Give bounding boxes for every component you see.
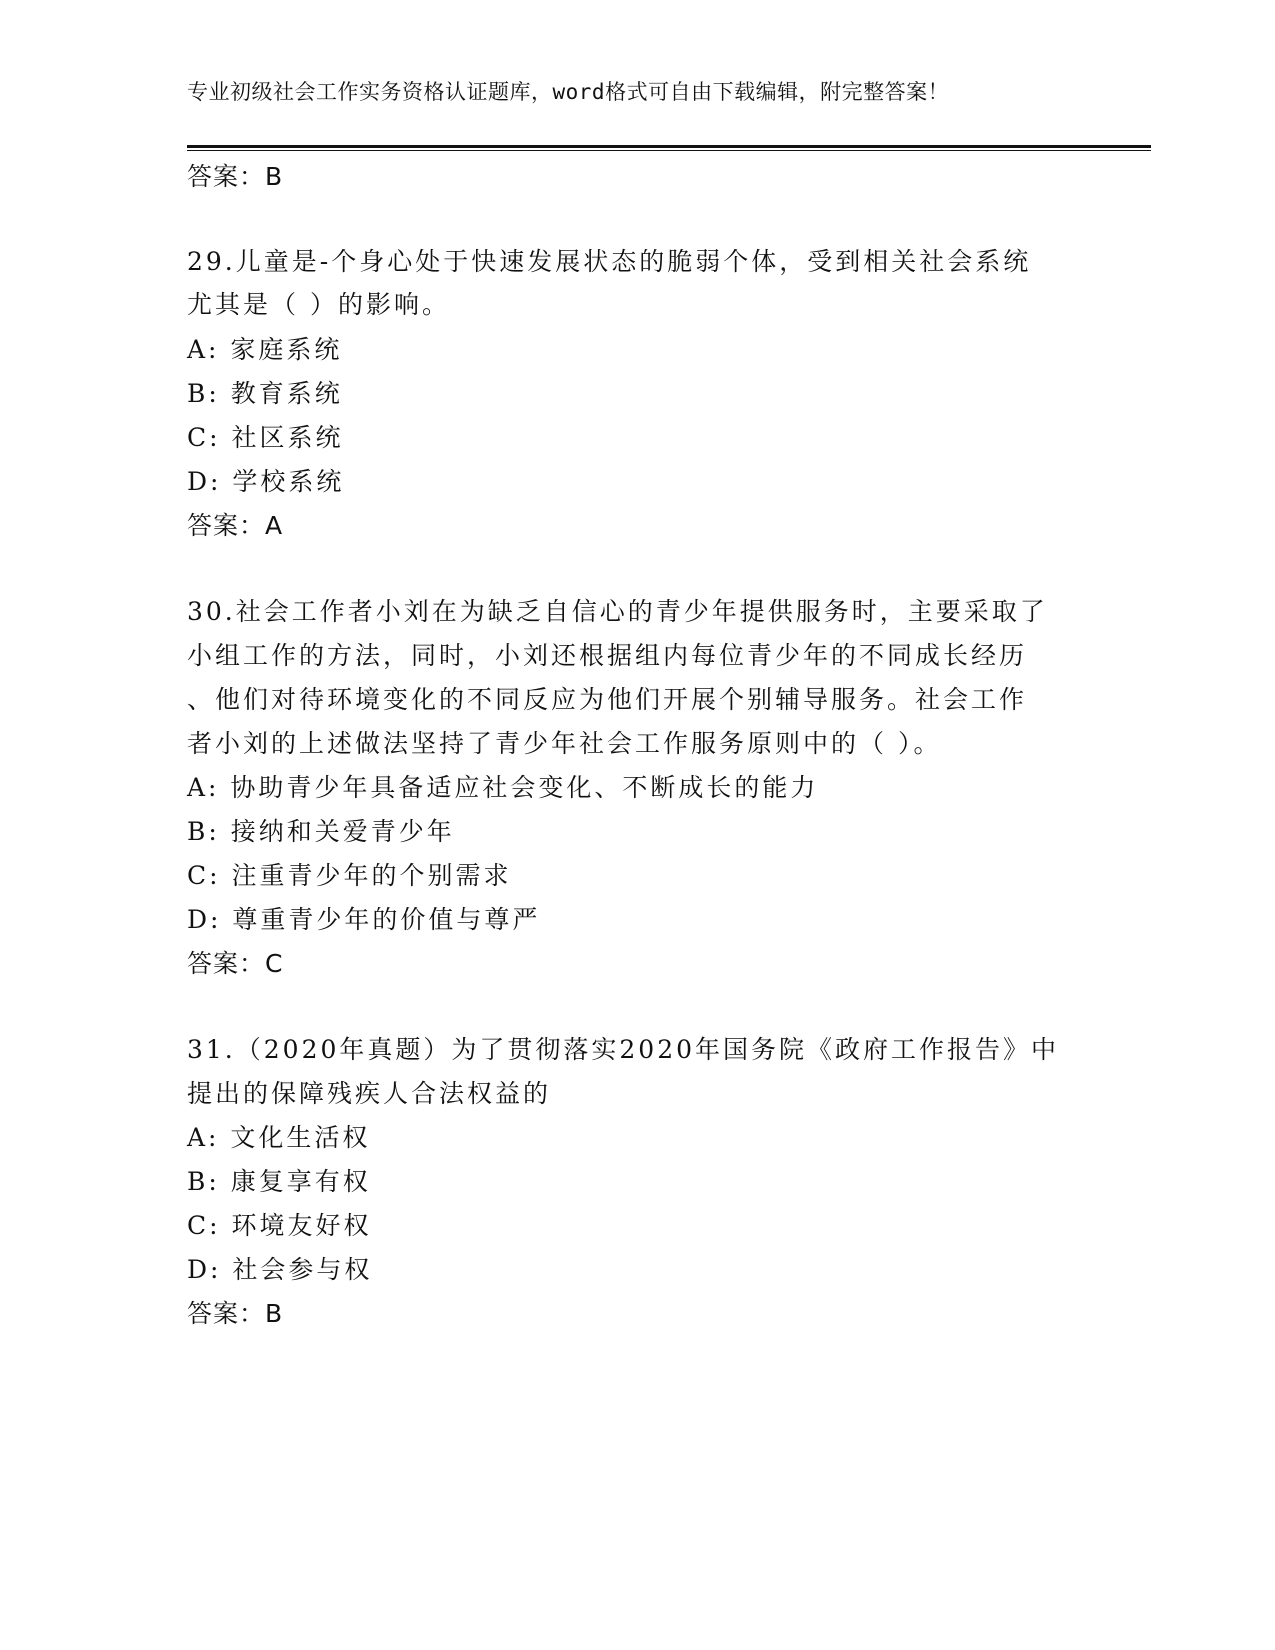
previous-answer: 答案：B xyxy=(187,162,284,191)
question-30-answer: 答案：C xyxy=(187,949,284,978)
header-rule-thick xyxy=(187,145,1151,148)
question-30-text-line-4: 者小刘的上述做法坚持了青少年社会工作服务原则中的（ ）。 xyxy=(187,729,942,758)
question-29-option-d: D: 学校系统 xyxy=(187,467,345,496)
question-29-answer: 答案：A xyxy=(187,511,284,540)
question-29-option-a: A: 家庭系统 xyxy=(187,335,343,364)
page-header: 专业初级社会工作实务资格认证题库，word格式可自由下载编辑，附完整答案！ xyxy=(187,80,950,104)
question-29-option-b: B: 教育系统 xyxy=(187,379,343,408)
question-30-option-b: B: 接纳和关爱青少年 xyxy=(187,817,455,846)
question-30-text-line-1: 30.社会工作者小刘在为缺乏自信心的青少年提供服务时，主要采取了 xyxy=(187,597,1048,626)
header-rule-thin xyxy=(187,150,1151,151)
question-30-text-line-2: 小组工作的方法，同时，小刘还根据组内每位青少年的不同成长经历 xyxy=(187,641,1028,670)
question-30-option-d: D: 尊重青少年的价值与尊严 xyxy=(187,905,541,934)
question-31-option-a: A: 文化生活权 xyxy=(187,1123,371,1152)
question-31-option-c: C: 环境友好权 xyxy=(187,1211,372,1240)
question-31-option-d: D: 社会参与权 xyxy=(187,1255,373,1284)
question-31-answer: 答案：B xyxy=(187,1299,284,1328)
question-29-text-line-1: 29.儿童是-个身心处于快速发展状态的脆弱个体，受到相关社会系统 xyxy=(187,247,1032,276)
question-30-text-line-3: 、他们对待环境变化的不同反应为他们开展个别辅导服务。社会工作 xyxy=(187,685,1028,714)
question-31-text-line-2: 提出的保障残疾人合法权益的 xyxy=(187,1079,552,1108)
question-31-option-b: B: 康复享有权 xyxy=(187,1167,371,1196)
question-30-option-a: A: 协助青少年具备适应社会变化、不断成长的能力 xyxy=(187,773,819,802)
question-30-option-c: C: 注重青少年的个别需求 xyxy=(187,861,512,890)
question-29-option-c: C: 社区系统 xyxy=(187,423,344,452)
question-29-text-line-2: 尤其是（ ）的影响。 xyxy=(187,290,450,319)
question-31-text-line-1: 31.（2020年真题）为了贯彻落实2020年国务院《政府工作报告》中 xyxy=(187,1035,1060,1064)
